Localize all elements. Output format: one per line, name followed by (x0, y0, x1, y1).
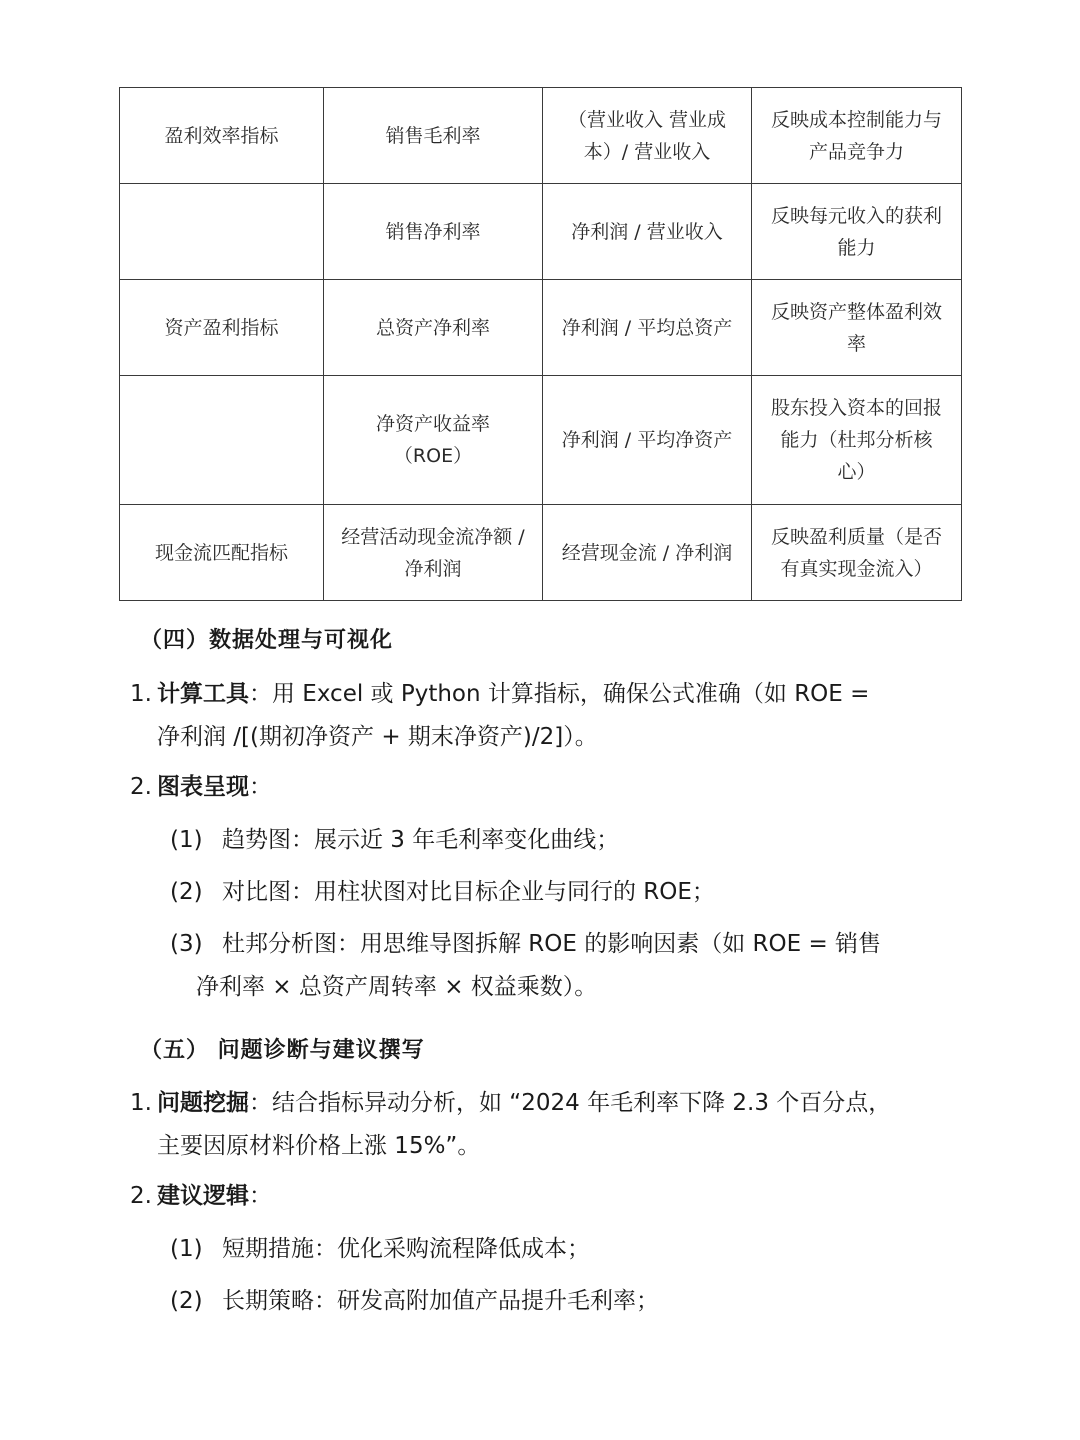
table-cell: 净利润 / 平均总资产 (543, 280, 752, 376)
item-label: 计算工具 (157, 681, 249, 707)
table-cell (120, 184, 324, 280)
sub-item-text: 杜邦分析图：用思维导图拆解 ROE 的影响因素（如 ROE = 销售 (222, 931, 882, 957)
table-cell: 净利润 / 营业收入 (543, 184, 752, 280)
section-5-title: （五） 问题诊断与建议撰写 (140, 1038, 425, 1063)
sub-item-text: 对比图：用柱状图对比目标企业与同行的 ROE； (222, 879, 715, 905)
sub-item (170, 871, 960, 914)
item-text: ：结合指标异动分析，如 “2024 年毛利率下降 2.3 个百分点， (249, 1090, 892, 1116)
table-row (120, 88, 962, 184)
table-cell: 经营现金流 / 净利润 (543, 505, 752, 601)
table-cell: 净利润 / 平均净资产 (543, 376, 752, 505)
table-cell: 现金流匹配指标 (120, 505, 324, 601)
table-cell: 经营活动现金流净额 / 净利润 (324, 505, 543, 601)
item-text-cont: 净利润 /[(期初净资产 + 期末净资产)/2]）。 (157, 724, 598, 750)
sub-item-text-cont: 净利率 × 总资产周转率 × 权益乘数）。 (196, 974, 598, 1000)
item-label: 图表呈现 (157, 774, 249, 800)
list-item (130, 673, 950, 759)
sub-item-text: 趋势图：展示近 3 年毛利率变化曲线； (222, 827, 620, 853)
sub-item (170, 923, 960, 1009)
item-number: 1. (130, 681, 152, 707)
sub-item-number: (2) (170, 1288, 203, 1314)
table-cell: 总资产净利率 (324, 280, 543, 376)
table-row (120, 505, 962, 601)
item-label: 问题挖掘 (157, 1090, 249, 1116)
metrics-table (119, 87, 962, 601)
section-4-title: （四）数据处理与可视化 (140, 628, 394, 653)
table-cell: 销售毛利率 (324, 88, 543, 184)
list-item (130, 1082, 950, 1168)
item-number: 1. (130, 1090, 152, 1116)
table-cell: 反映每元收入的获利 能力 (752, 184, 962, 280)
list-item (130, 1175, 950, 1218)
table-cell: 反映资产整体盈利效 率 (752, 280, 962, 376)
table-cell (120, 376, 324, 505)
item-text: ： (249, 774, 272, 800)
item-label: 建议逻辑 (157, 1183, 249, 1209)
sub-item (170, 819, 960, 862)
table-row (120, 376, 962, 505)
item-number: 2. (130, 774, 152, 800)
item-text: ： (249, 1183, 272, 1209)
table-cell: 净资产收益率 （ROE） (324, 376, 543, 505)
table-cell: 销售净利率 (324, 184, 543, 280)
sub-item-text: 长期策略：研发高附加值产品提升毛利率； (222, 1288, 659, 1314)
sub-item-number: (2) (170, 879, 203, 905)
sub-item (170, 1280, 960, 1323)
table-row (120, 280, 962, 376)
table-row (120, 184, 962, 280)
list-item (130, 766, 950, 809)
sub-item-text: 短期措施：优化采购流程降低成本； (222, 1236, 590, 1262)
table-cell: 盈利效率指标 (120, 88, 324, 184)
item-text: ：用 Excel 或 Python 计算指标，确保公式准确（如 ROE = (249, 681, 870, 707)
sub-item-number: (3) (170, 931, 203, 957)
table-cell: 反映成本控制能力与 产品竞争力 (752, 88, 962, 184)
item-number: 2. (130, 1183, 152, 1209)
sub-item (170, 1228, 960, 1271)
table-cell: 资产盈利指标 (120, 280, 324, 376)
table-cell: （营业收入 营业成 本）/ 营业收入 (543, 88, 752, 184)
table-cell: 股东投入资本的回报 能力（杜邦分析核 心） (752, 376, 962, 505)
item-text-cont: 主要因原材料价格上涨 15%”。 (157, 1133, 481, 1159)
sub-item-number: (1) (170, 827, 203, 853)
sub-item-number: (1) (170, 1236, 203, 1262)
table-cell: 反映盈利质量（是否 有真实现金流入） (752, 505, 962, 601)
